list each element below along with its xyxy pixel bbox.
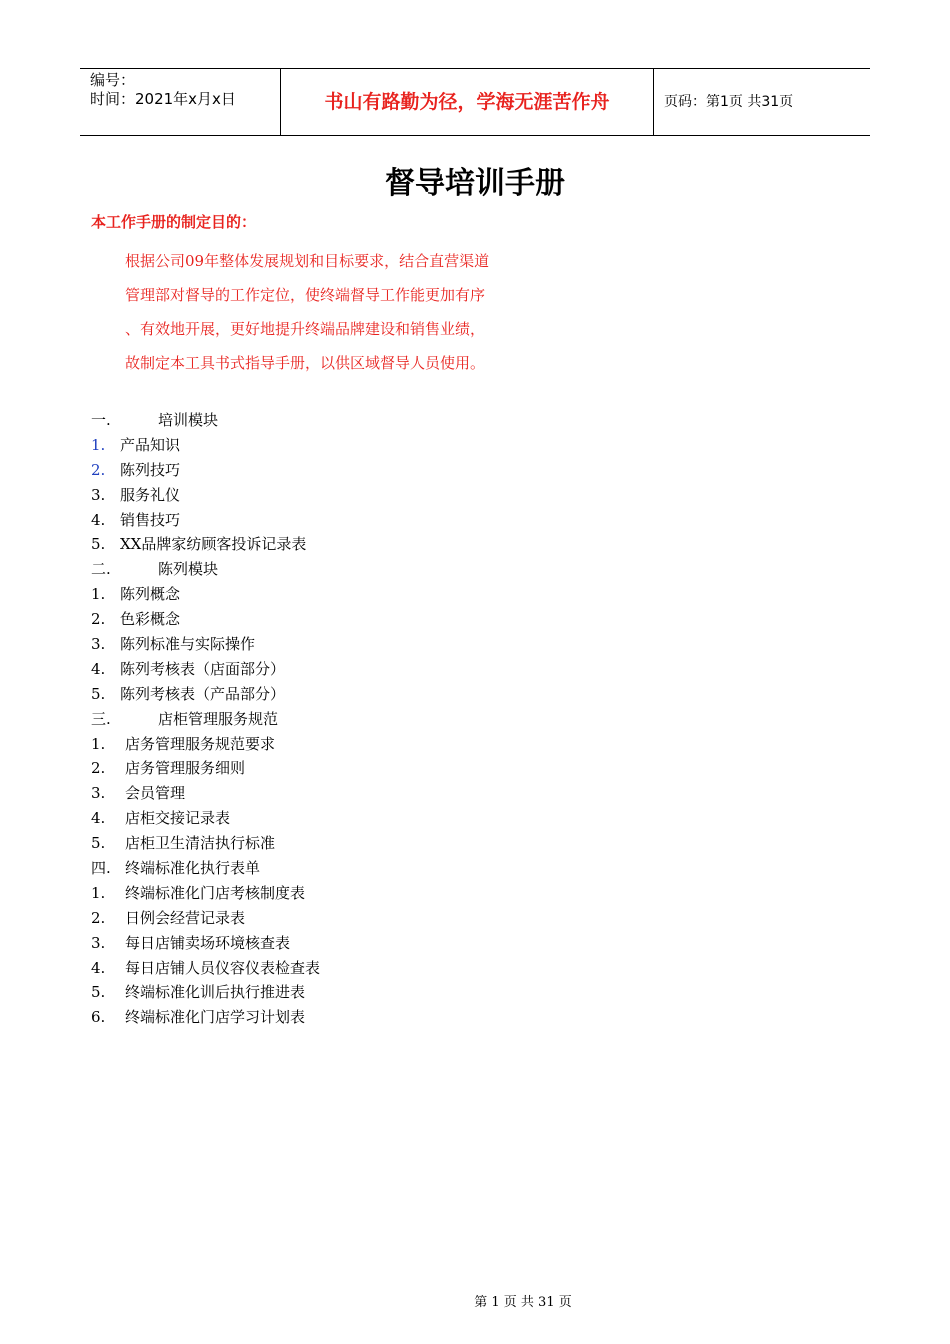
section-heading: [91, 856, 320, 881]
list-item: [91, 980, 320, 1005]
list-item: [91, 532, 320, 557]
item-text: 终端标准化训后执行推进表: [125, 983, 306, 1002]
purpose-line: 管理部对督导的工作定位，使终端督导工作能更加有序: [125, 286, 486, 304]
list-item: [91, 931, 320, 956]
section-title: 陈列模块: [158, 560, 219, 579]
item-text: 会员管理: [125, 784, 186, 803]
list-item: [91, 433, 320, 458]
item-number: 2.: [91, 908, 106, 927]
header-page-info: 页码：第1页 共31页: [664, 94, 794, 110]
item-number: 4.: [91, 659, 106, 678]
list-item: [91, 508, 320, 533]
list-item: [91, 682, 320, 707]
item-text: 每日店铺卖场环境核查表: [125, 933, 291, 952]
section-heading: [91, 707, 320, 732]
item-text: 店柜卫生清洁执行标准: [125, 834, 276, 853]
section-title: 培训模块: [158, 411, 219, 429]
item-number: 4.: [91, 510, 106, 529]
item-number: 3.: [91, 933, 106, 952]
page-header: [80, 68, 870, 136]
item-number: 5.: [91, 983, 106, 1002]
purpose-label: 本工作手册的制定目的：: [91, 213, 257, 231]
section-number: 三.: [91, 709, 111, 728]
purpose-line: 、有效地开展，更好地提升终端品牌建设和销售业绩，: [125, 320, 486, 338]
list-item: [91, 831, 320, 856]
item-text: 陈列考核表（产品部分）: [120, 684, 286, 703]
list-item: [91, 781, 320, 806]
item-text: 销售技巧: [120, 510, 181, 529]
section-number: 四.: [91, 859, 111, 878]
section-title: 店柜管理服务规范: [158, 709, 279, 728]
purpose-line: 根据公司09年整体发展规划和目标要求，结合直营渠道: [125, 252, 490, 270]
section-title: 终端标准化执行表单: [125, 859, 261, 878]
list-item: [91, 483, 320, 508]
list-item: [91, 881, 320, 906]
item-number: 3.: [91, 485, 106, 504]
section-heading: [91, 408, 320, 433]
item-text: 色彩概念: [120, 610, 181, 629]
list-item: [91, 1005, 320, 1030]
header-meta: [80, 69, 281, 135]
section-heading: [91, 557, 320, 582]
item-text: 服务礼仪: [120, 485, 181, 504]
document-time-label: 时间：2021年x月x日: [90, 90, 236, 108]
document-number-label: 编号：: [90, 71, 136, 89]
header-motto: 书山有路勤为径，学海无涯苦作舟: [281, 69, 654, 135]
item-number: 2.: [91, 759, 106, 778]
item-text: 陈列概念: [120, 585, 181, 604]
item-number: 1.: [91, 734, 106, 753]
list-item: [91, 956, 320, 981]
item-number: 3.: [91, 784, 106, 803]
item-number: 2.: [91, 460, 106, 479]
item-number: 1.: [91, 435, 106, 454]
section-number: 二.: [91, 560, 111, 579]
list-item: [91, 756, 320, 781]
list-item: [91, 732, 320, 757]
list-item: [91, 607, 320, 632]
purpose-paragraph: [125, 244, 555, 380]
item-text: 每日店铺人员仪容仪表检查表: [125, 958, 321, 977]
item-number: 6.: [91, 1008, 106, 1027]
list-item: [91, 632, 320, 657]
item-number: 4.: [91, 809, 106, 828]
document-title: 督导培训手册: [385, 166, 565, 201]
item-text: 陈列标准与实际操作: [120, 635, 256, 654]
item-text: 店务管理服务细则: [125, 759, 246, 778]
table-of-contents: [91, 408, 320, 1030]
purpose-line: 故制定本工具书式指导手册，以供区域督导人员使用。: [125, 354, 486, 372]
item-number: 2.: [91, 610, 106, 629]
item-text: XX品牌家纺顾客投诉记录表: [120, 535, 307, 554]
item-text: 产品知识: [120, 435, 181, 454]
list-item: [91, 657, 320, 682]
item-number: 5.: [91, 535, 106, 554]
page-footer: 第 1 页 共 31 页: [474, 1295, 572, 1310]
item-number: 1.: [91, 883, 106, 902]
item-number: 1.: [91, 585, 106, 604]
item-text: 陈列考核表（店面部分）: [120, 659, 286, 678]
item-number: 4.: [91, 958, 106, 977]
item-number: 3.: [91, 635, 106, 654]
list-item: [91, 806, 320, 831]
item-text: 终端标准化门店考核制度表: [125, 883, 306, 902]
item-text: 日例会经营记录表: [125, 908, 246, 927]
item-text: 终端标准化门店学习计划表: [125, 1008, 306, 1027]
list-item: [91, 582, 320, 607]
section-number: 一.: [91, 411, 111, 429]
item-number: 5.: [91, 684, 106, 703]
list-item: [91, 458, 320, 483]
item-text: 店柜交接记录表: [125, 809, 231, 828]
item-number: 5.: [91, 834, 106, 853]
list-item: [91, 906, 320, 931]
item-text: 陈列技巧: [120, 460, 181, 479]
item-text: 店务管理服务规范要求: [125, 734, 276, 753]
